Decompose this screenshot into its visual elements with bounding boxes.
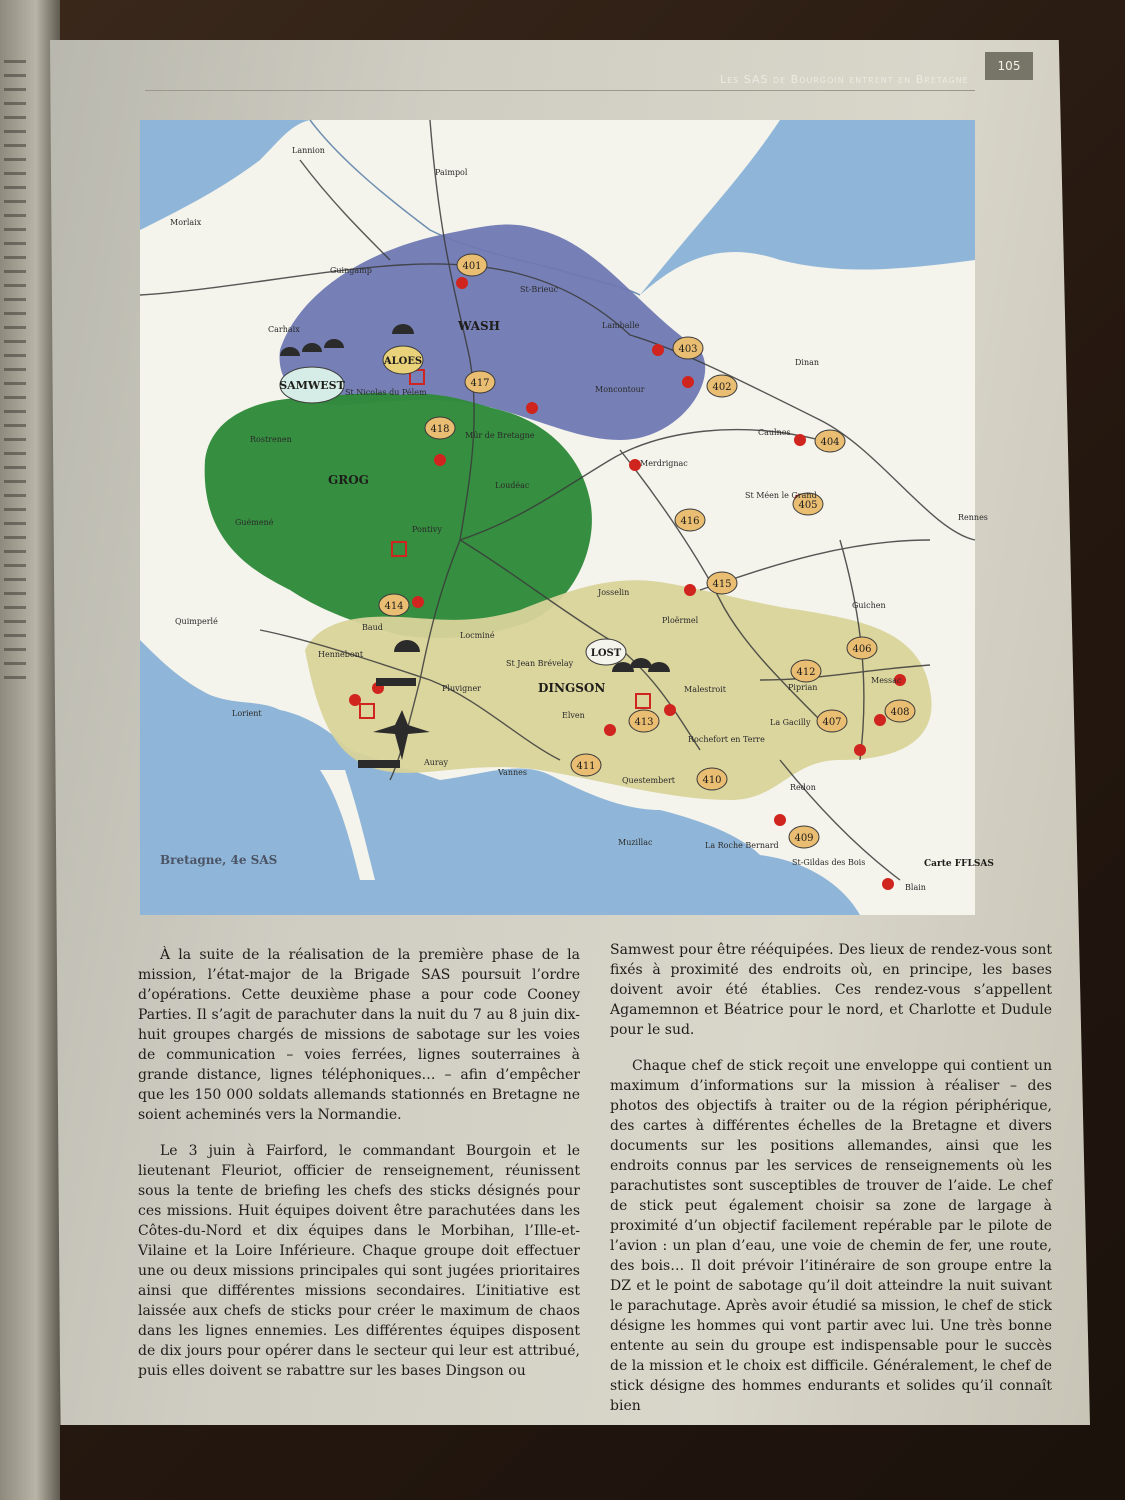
svg-text:Baud: Baud	[362, 623, 383, 632]
svg-text:412: 412	[796, 667, 816, 678]
svg-text:Guémené: Guémené	[235, 518, 274, 527]
svg-text:ALOES: ALOES	[383, 356, 423, 367]
header-rule	[145, 90, 975, 91]
svg-text:St-Gildas des Bois: St-Gildas des Bois	[792, 858, 866, 867]
svg-text:Moncontour: Moncontour	[595, 385, 645, 394]
svg-text:LOST: LOST	[590, 648, 622, 659]
stick-409	[789, 826, 819, 848]
stick-418	[425, 417, 455, 439]
text-column-left	[138, 945, 580, 1385]
stick-415	[707, 572, 737, 594]
text-column-right	[610, 940, 1052, 1414]
svg-text:415: 415	[712, 579, 732, 590]
svg-text:Lannion: Lannion	[292, 146, 325, 155]
paragraph: Chaque chef de stick reçoit une enveloppe qui contient un maximum d’informations sur la mission à réaliser – des photos des objectifs à traiter ou de la région périphérique, des cartes à différentes échelles de la Bretagne et divers documents sur les positions allemandes, ainsi que les endroits connus par les services de renseignements où les parachutistes sont susceptibles de trouver de l’aide. Le chef de stick peut également choisir sa zone de largage à proximité d’un objectif facilement repérable par le pilote de l’avion : un plan d’eau, une voie de chemin de fer, une route, des bois… Il doit prévoir l’itinéraire de son groupe entre la DZ et le point de sabotage qu’il doit atteindre la nuit suivant le parachutage. Après avoir étudié sa mission, le chef de stick désigne les hommes qui vont partir avec lui. Une très bonne entente au sein du groupe est indispensable pour le succès de la mission et le choix est difficile. Généralement, le chef de stick désigne des hommes endurants et solides qu’il connaît bien	[610, 1058, 1052, 1414]
svg-text:413: 413	[634, 717, 654, 728]
stick-407	[817, 710, 847, 732]
paragraph: Samwest pour être rééquipées. Des lieux de rendez-vous sont fixés à proximité des endroits où, en principe, les bases doivent avoir été établies. Ces rendez-vous s’appellent Agamemnon et Béatrice pour le nord, et Charlotte et Dudule pour le sud.	[610, 942, 1052, 1038]
svg-text:Muzillac: Muzillac	[618, 838, 653, 847]
svg-text:402: 402	[712, 382, 732, 393]
svg-text:406: 406	[852, 644, 872, 655]
stick-411	[571, 754, 601, 776]
svg-text:Elven: Elven	[562, 711, 585, 720]
svg-text:Morlaix: Morlaix	[170, 218, 202, 227]
svg-text:418: 418	[430, 424, 450, 435]
stick-410	[697, 768, 727, 790]
svg-text:Auray: Auray	[424, 758, 449, 767]
svg-text:Malestroit: Malestroit	[684, 685, 726, 694]
zone-label-wash: WASH	[458, 319, 501, 333]
svg-text:Blain: Blain	[905, 883, 926, 892]
svg-text:Redon: Redon	[790, 783, 816, 792]
stick-413	[629, 710, 659, 732]
svg-text:411: 411	[576, 761, 596, 772]
stick-403	[673, 337, 703, 359]
stick-417	[465, 371, 495, 393]
zone-label-grog: GROG	[328, 473, 369, 487]
stick-416	[675, 509, 705, 531]
svg-text:Paimpol: Paimpol	[435, 168, 468, 177]
svg-text:Locminé: Locminé	[460, 631, 495, 640]
svg-text:Messac: Messac	[871, 676, 902, 685]
svg-text:Carhaix: Carhaix	[268, 325, 300, 334]
svg-text:Ploërmel: Ploërmel	[662, 616, 699, 625]
svg-text:Loudéac: Loudéac	[495, 481, 530, 490]
svg-text:Dinan: Dinan	[795, 358, 820, 367]
stick-412	[791, 660, 821, 682]
svg-text:Guingamp: Guingamp	[330, 266, 372, 275]
facing-page-text	[4, 60, 26, 680]
svg-text:401: 401	[462, 261, 482, 272]
svg-text:Questembert: Questembert	[622, 776, 675, 785]
svg-text:Vannes: Vannes	[498, 768, 527, 777]
svg-text:St Méen le Grand: St Méen le Grand	[745, 491, 817, 500]
svg-text:403: 403	[678, 344, 698, 355]
stick-401	[457, 254, 487, 276]
map-caption: Bretagne, 4e SAS	[160, 853, 278, 867]
svg-text:414: 414	[384, 601, 404, 612]
svg-text:416: 416	[680, 516, 700, 527]
svg-text:St Jean Brévelay: St Jean Brévelay	[506, 659, 574, 668]
page-number: 105	[985, 52, 1033, 80]
lost-base	[586, 639, 626, 665]
svg-text:Lamballe: Lamballe	[602, 321, 640, 330]
svg-text:Rostrenen: Rostrenen	[250, 435, 292, 444]
svg-text:La Gacilly: La Gacilly	[770, 718, 811, 727]
svg-text:409: 409	[794, 833, 814, 844]
svg-text:La Roche Bernard: La Roche Bernard	[705, 841, 779, 850]
svg-text:Josselin: Josselin	[598, 588, 630, 597]
svg-text:Piprian: Piprian	[788, 683, 818, 692]
svg-text:Caulnes: Caulnes	[758, 428, 791, 437]
stick-408	[885, 700, 915, 722]
svg-text:Pontivy: Pontivy	[412, 525, 442, 534]
svg-text:405: 405	[798, 500, 818, 511]
svg-text:Merdrignac: Merdrignac	[640, 459, 688, 468]
map-credit: Carte FFLSAS	[924, 859, 994, 869]
svg-text:404: 404	[820, 437, 840, 448]
svg-text:Quimperlé: Quimperlé	[175, 617, 218, 626]
paragraph: À la suite de la réalisation de la première phase de la mission, l’état-major de la Brigade SAS poursuit l’ordre d’opérations. Cette deuxième phase a pour code Cooney Parties. Il s’agit de parachuter dans la nuit du 7 au 8 juin dix-huit groupes chargés de missions de sabotage sur les voies de communication – voies ferrées, lignes souterraines à grande distance, lignes téléphoniques… – afin d’empêcher que les 150 000 soldats allemands stationnés en Bretagne ne soient acheminés vers la Normandie.	[138, 947, 580, 1123]
stick-402	[707, 375, 737, 397]
svg-text:St Nicolas du Pélem: St Nicolas du Pélem	[345, 388, 427, 397]
svg-text:408: 408	[890, 707, 910, 718]
svg-text:Rochefort en Terre: Rochefort en Terre	[688, 735, 765, 744]
brittany-map	[140, 120, 994, 915]
svg-text:Guichen: Guichen	[852, 601, 886, 610]
svg-text:Lorient: Lorient	[232, 709, 262, 718]
svg-text:Rennes: Rennes	[958, 513, 988, 522]
paragraph: Le 3 juin à Fairford, le commandant Bourgoin et le lieutenant Fleuriot, officier de renseignement, réunissent sous la tente de briefing les chefs des sticks désignés pour ces missions. Huit équipes doivent être parachutées dans les Côtes-du-Nord et dix équipes dans le Morbihan, l’Ille-et-Vilaine et la Loire Inférieure. Chaque groupe doit effectuer une ou deux missions principales qui sont jugées prioritaires ainsi que différentes missions secondaires. L’initiative est laissée aux chefs de sticks pour créer le maximum de chaos dans les lignes ennemies. Les différentes équipes disposent de dix jours pour opérer dans le secteur qui leur est attribué, puis elles doivent se rabattre sur les bases Dingson ou	[138, 1143, 580, 1379]
zone-label-dingson: DINGSON	[538, 681, 606, 695]
facing-page-edge	[0, 0, 60, 1500]
stick-404	[815, 430, 845, 452]
svg-text:417: 417	[470, 378, 490, 389]
svg-text:SAMWEST: SAMWEST	[279, 379, 345, 392]
svg-text:St-Brieuc: St-Brieuc	[520, 285, 559, 294]
svg-text:Mûr de Bretagne: Mûr de Bretagne	[465, 431, 535, 440]
svg-text:410: 410	[702, 775, 722, 786]
svg-text:407: 407	[822, 717, 842, 728]
svg-text:Pluvigner: Pluvigner	[442, 684, 482, 693]
stick-414	[379, 594, 409, 616]
stick-406	[847, 637, 877, 659]
running-head: Les SAS de Bourgoin entrent en Bretagne	[720, 73, 969, 86]
svg-text:Hennebont: Hennebont	[318, 650, 364, 659]
